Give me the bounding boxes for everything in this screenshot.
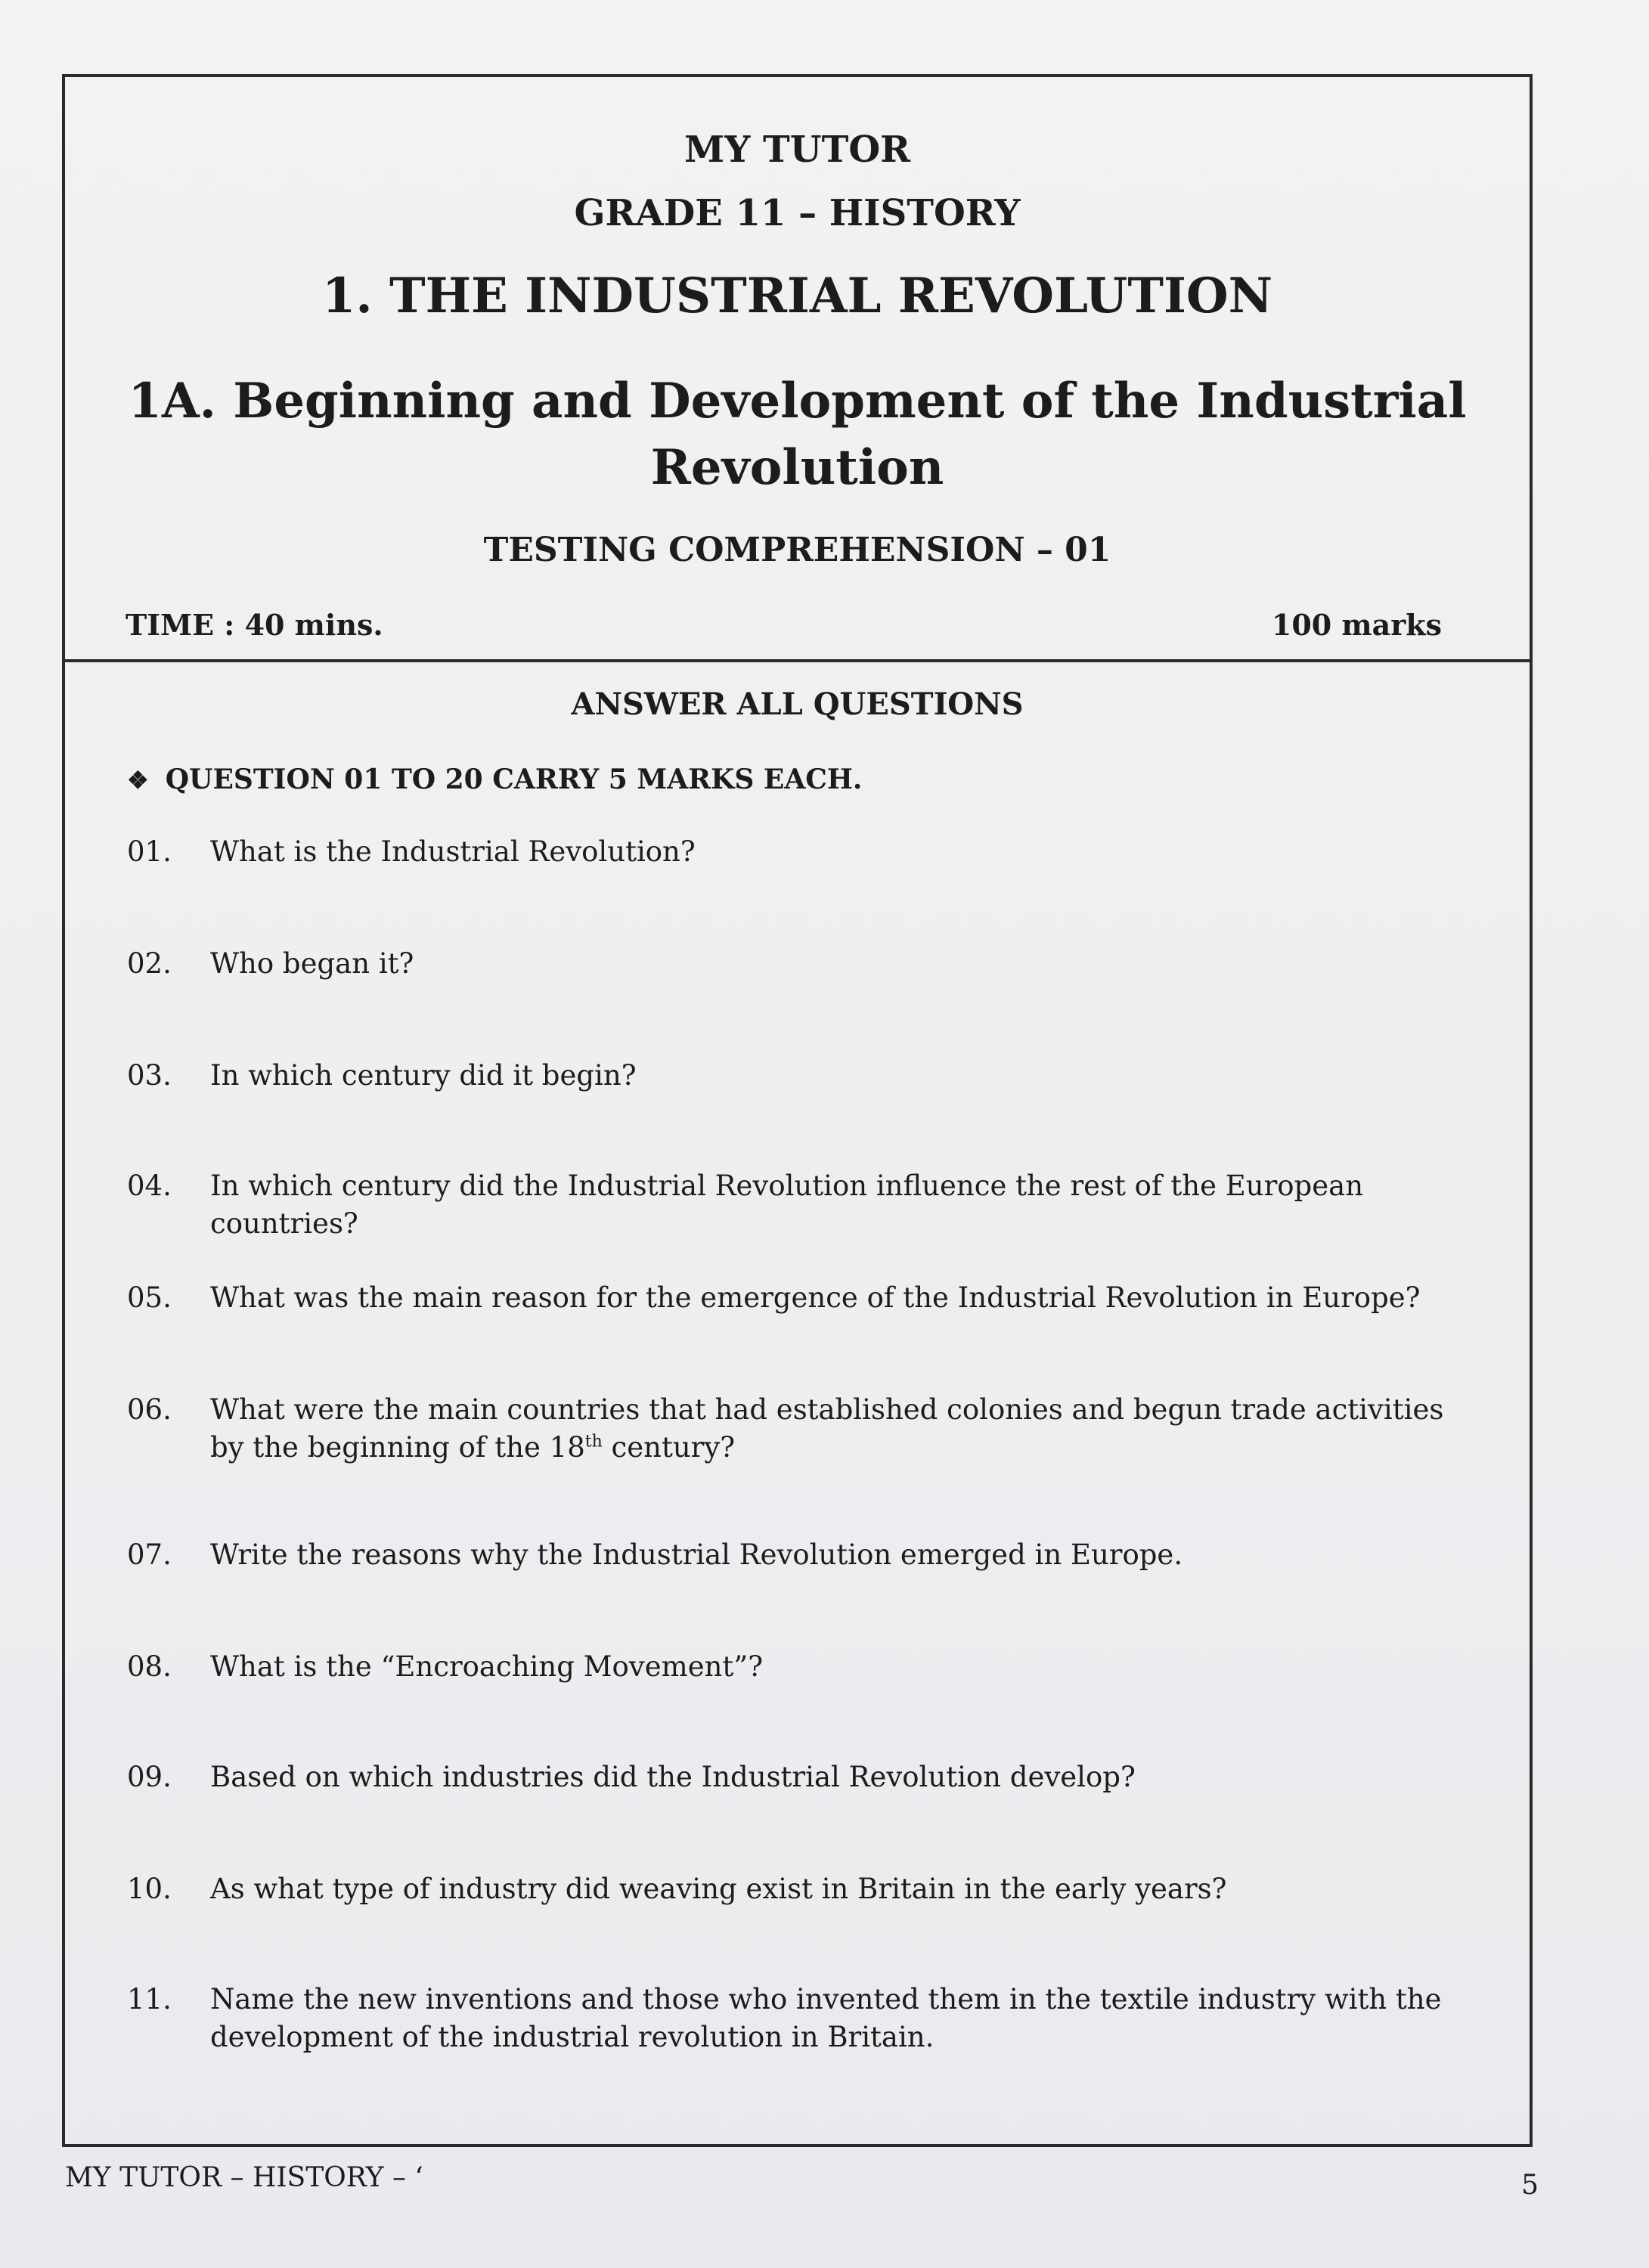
question-text: In which century did the Industrial Revolution influence the rest of the European countries? xyxy=(210,1170,1364,1240)
footer-left: MY TUTOR – HISTORY – ‘ xyxy=(65,2162,423,2193)
question-number: 06. xyxy=(127,1393,172,1426)
question-number: 08. xyxy=(127,1650,172,1683)
total-marks: 100 marks xyxy=(1271,608,1442,642)
question-number: 03. xyxy=(127,1059,172,1092)
question-text: As what type of industry did weaving exist in Britain in the early years? xyxy=(210,1873,1227,1905)
question-number: 11. xyxy=(127,1983,172,2015)
question-number: 09. xyxy=(127,1761,172,1793)
ordinal-suffix: th xyxy=(584,1432,603,1452)
answer-all-heading: ANSWER ALL QUESTIONS xyxy=(571,686,1024,722)
test-name: TESTING COMPREHENSION – 01 xyxy=(483,531,1111,569)
question-text: Name the new inventions and those who invented them in the textile industry with the development of the industrial revolution in Britain. xyxy=(210,1983,1442,2053)
question-number: 02. xyxy=(127,947,172,980)
question-number: 04. xyxy=(127,1170,172,1202)
header-block xyxy=(65,77,1530,662)
question-number: 07. xyxy=(127,1538,172,1571)
page-frame xyxy=(62,74,1533,2147)
chapter-title: 1. THE INDUSTRIAL REVOLUTION xyxy=(321,268,1273,324)
marks-instruction-text: QUESTION 01 TO 20 CARRY 5 MARKS EACH. xyxy=(165,764,863,795)
question-number: 05. xyxy=(127,1281,172,1314)
question-text: What is the Industrial Revolution? xyxy=(210,835,696,868)
question-text: Based on which industries did the Industrial Revolution develop? xyxy=(210,1761,1136,1793)
question-number: 10. xyxy=(127,1873,172,1905)
page-number: 5 xyxy=(1521,2170,1539,2201)
diamond-bullet-icon: ❖ xyxy=(127,766,149,795)
publisher-title: MY TUTOR xyxy=(683,129,911,171)
subchapter-line-2: Revolution xyxy=(650,439,944,496)
question-text xyxy=(210,1391,1473,1467)
question-text-part: century? xyxy=(602,1431,736,1464)
question-text: Who began it? xyxy=(210,947,414,980)
question-text: What is the “Encroaching Movement”? xyxy=(210,1650,764,1683)
marks-instruction xyxy=(127,764,862,795)
subchapter-title xyxy=(65,368,1530,501)
question-text: In which century did it begin? xyxy=(210,1059,637,1092)
grade-title: GRADE 11 – HISTORY xyxy=(574,192,1021,234)
question-number: 01. xyxy=(127,835,172,868)
time-allowed: TIME : 40 mins. xyxy=(126,608,383,642)
question-text-part: What were the main countries that had established colonies and begun trade activities by the beginning of the 18 xyxy=(210,1393,1444,1464)
subchapter-line-1: 1A. Beginning and Development of the Industrial xyxy=(128,373,1467,429)
question-text: Write the reasons why the Industrial Revolution emerged in Europe. xyxy=(210,1538,1183,1571)
question-text: What was the main reason for the emergence of the Industrial Revolution in Europe? xyxy=(210,1281,1421,1314)
